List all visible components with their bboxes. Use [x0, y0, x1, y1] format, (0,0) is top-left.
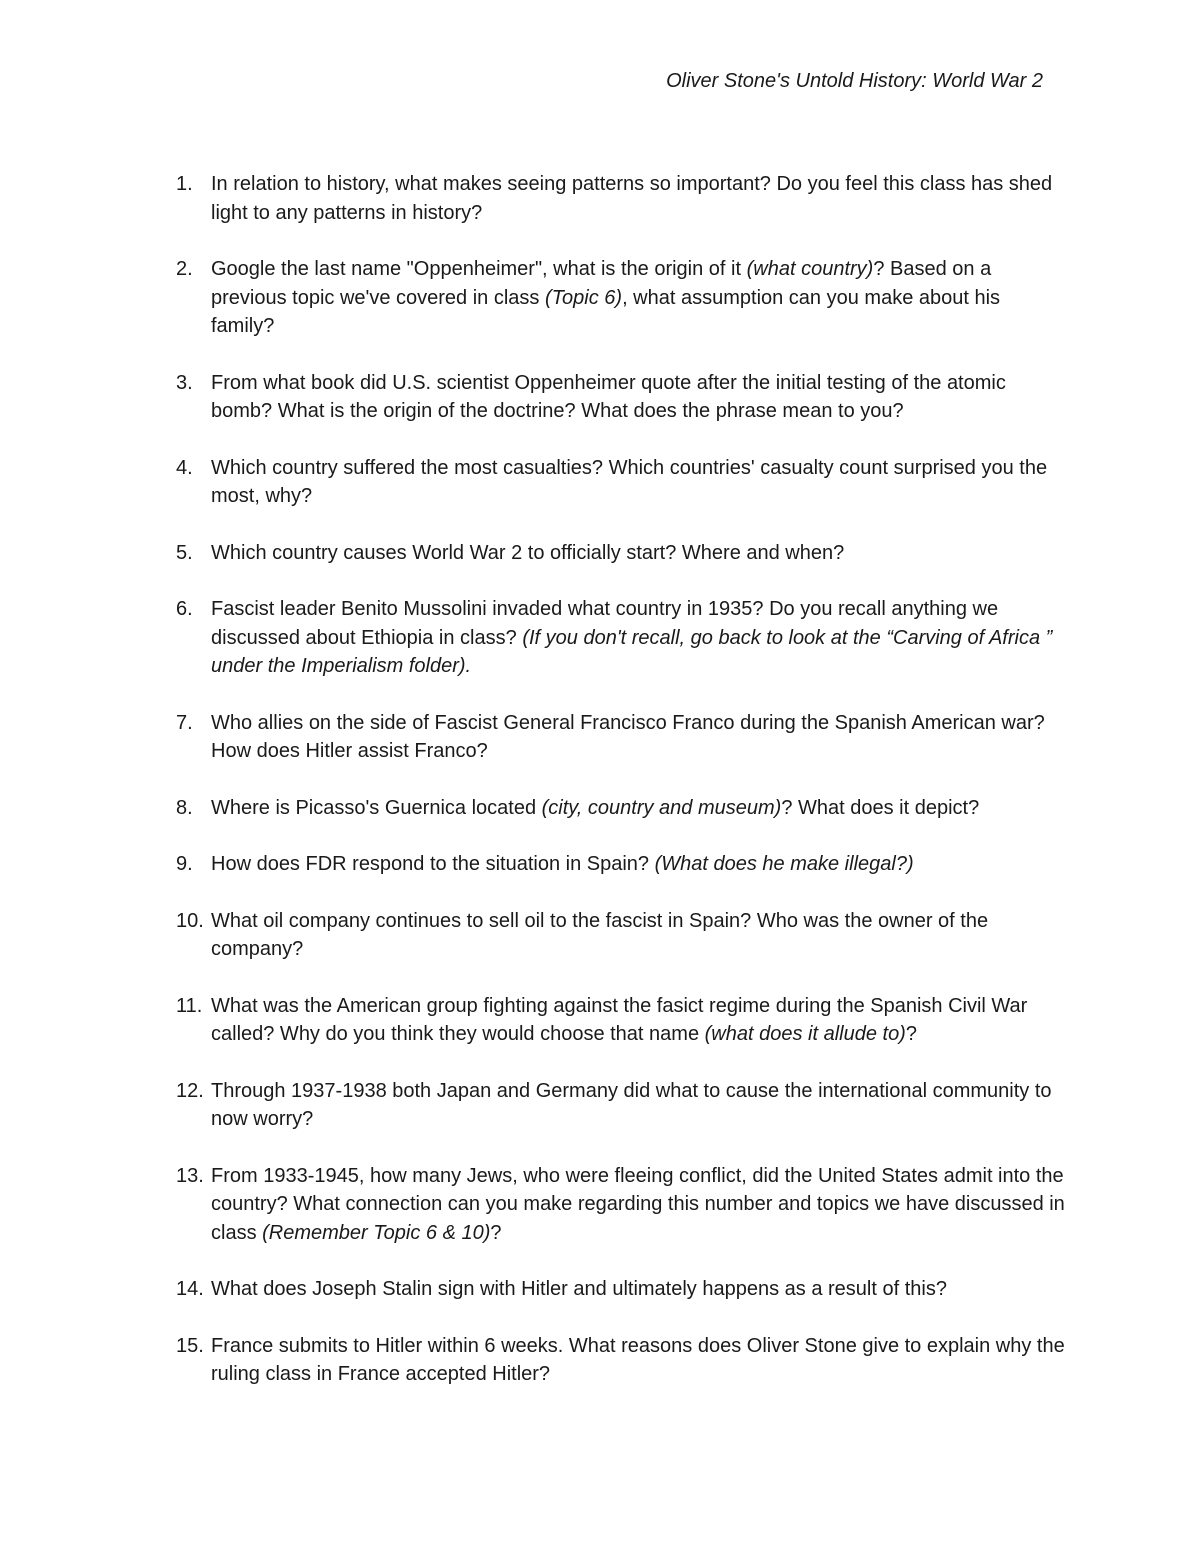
question-text — [211, 1275, 1066, 1304]
question-text-segment: From 1933-1945, how many Jews, who were fleeing conflict, did the United States admit into the country? What connection can you make regarding this number and topics we have discussed in class — [211, 1164, 1065, 1244]
question-number: 1. — [176, 173, 193, 195]
question-number: 5. — [176, 541, 193, 564]
question-text — [211, 170, 1066, 227]
question-text — [211, 992, 1066, 1049]
question-item — [176, 454, 1066, 511]
question-hint-italic: (what does it allude to) — [704, 1023, 906, 1045]
question-text — [211, 255, 1066, 341]
question-number: 3. — [176, 371, 193, 394]
question-hint-italic: (What does he make illegal?) — [654, 853, 914, 875]
question-text-segment: ? Based on a previous topic we've covered in class — [211, 258, 992, 309]
question-item — [176, 907, 1066, 964]
question-text-segment: ? What does it depict? — [781, 796, 980, 819]
question-text-segment: In relation to history, what makes seeing patterns so important? Do you feel this class has shed light to any patterns in history? — [211, 173, 1053, 224]
question-text-segment: ? — [490, 1221, 502, 1244]
question-text — [211, 1162, 1066, 1248]
question-number: 8. — [176, 796, 193, 819]
question-hint-italic: (Topic 6) — [544, 286, 623, 309]
question-text-segment: Through 1937-1938 both Japan and Germany did what to cause the international community to now worry? — [211, 1079, 1052, 1130]
question-hint-italic: (Remember Topic 6 & 10) — [262, 1221, 491, 1244]
question-text-segment: How does FDR respond to the situation in Spain? — [211, 853, 655, 875]
question-number: 13. — [176, 1164, 204, 1187]
question-item — [176, 850, 1066, 879]
question-text — [211, 850, 1066, 879]
question-text — [211, 709, 1066, 766]
question-text — [211, 907, 1066, 964]
question-number: 12. — [176, 1079, 204, 1102]
question-item — [176, 992, 1066, 1049]
question-number: 4. — [176, 456, 193, 479]
question-number: 10. — [176, 909, 204, 932]
question-text-segment: What was the American group fighting against the fasict regime during the Spanish Civil War called? Why do you think they would choose that name — [211, 994, 1028, 1045]
question-text-segment: Which country suffered the most casualties? Which countries' casualty count surprised you the most, why? — [211, 456, 1048, 507]
question-hint-italic: (If you don't recall, go back to look at the “Carving of Africa ” under the Imperialism folder). — [211, 626, 1053, 677]
question-number: 14. — [176, 1278, 204, 1300]
question-hint-italic: (city, country and museum) — [541, 796, 782, 819]
question-text-segment: France submits to Hitler within 6 weeks. What reasons does Oliver Stone give to explain why the ruling class in France accepted Hitler? — [211, 1334, 1065, 1385]
question-hint-italic: (what country) — [746, 258, 874, 280]
question-text-segment: What oil company continues to sell oil to the fascist in Spain? Who was the owner of the company? — [211, 909, 989, 960]
page-header-title: Oliver Stone's Untold History: World War 2 — [666, 70, 1043, 92]
question-text-segment: , what assumption can you make about his family? — [211, 286, 1001, 337]
question-number: 2. — [176, 258, 193, 280]
question-text — [211, 1332, 1066, 1389]
question-item — [176, 539, 1066, 568]
question-item — [176, 709, 1066, 766]
question-text — [211, 1077, 1066, 1134]
question-item — [176, 1162, 1066, 1248]
question-text-segment: Fascist leader Benito Mussolini invaded what country in 1935? Do you recall anything we discussed about Ethiopia in class? — [211, 598, 999, 649]
question-text-segment: ? — [905, 1023, 917, 1045]
question-item — [176, 1077, 1066, 1134]
question-item — [176, 170, 1066, 227]
question-text-segment: Google the last name "Oppenheimer", what is the origin of it — [211, 258, 747, 280]
question-item — [176, 1332, 1066, 1389]
question-number: 11. — [176, 994, 203, 1017]
question-item — [176, 595, 1066, 681]
question-text — [211, 794, 1066, 823]
question-item — [176, 1275, 1066, 1304]
question-text — [211, 369, 1066, 426]
question-text — [211, 454, 1066, 511]
question-item — [176, 369, 1066, 426]
question-text-segment: From what book did U.S. scientist Oppenheimer quote after the initial testing of the atomic bomb? What is the origin of the doctrine? What does the phrase mean to you? — [211, 371, 1006, 422]
question-number: 6. — [176, 598, 193, 620]
question-list — [176, 170, 1066, 1417]
question-number: 9. — [176, 853, 193, 875]
question-text-segment: Where is Picasso's Guernica located — [211, 796, 542, 819]
question-item — [176, 255, 1066, 341]
question-number: 15. — [176, 1334, 204, 1357]
question-text — [211, 595, 1066, 681]
question-number: 7. — [176, 711, 193, 734]
question-text — [211, 539, 1066, 568]
question-text-segment: Who allies on the side of Fascist General Francisco Franco during the Spanish American war? How does Hitler assist Franco? — [211, 711, 1045, 762]
question-item — [176, 794, 1066, 823]
question-text-segment: Which country causes World War 2 to officially start? Where and when? — [211, 541, 845, 564]
question-text-segment: What does Joseph Stalin sign with Hitler and ultimately happens as a result of this? — [211, 1278, 947, 1300]
